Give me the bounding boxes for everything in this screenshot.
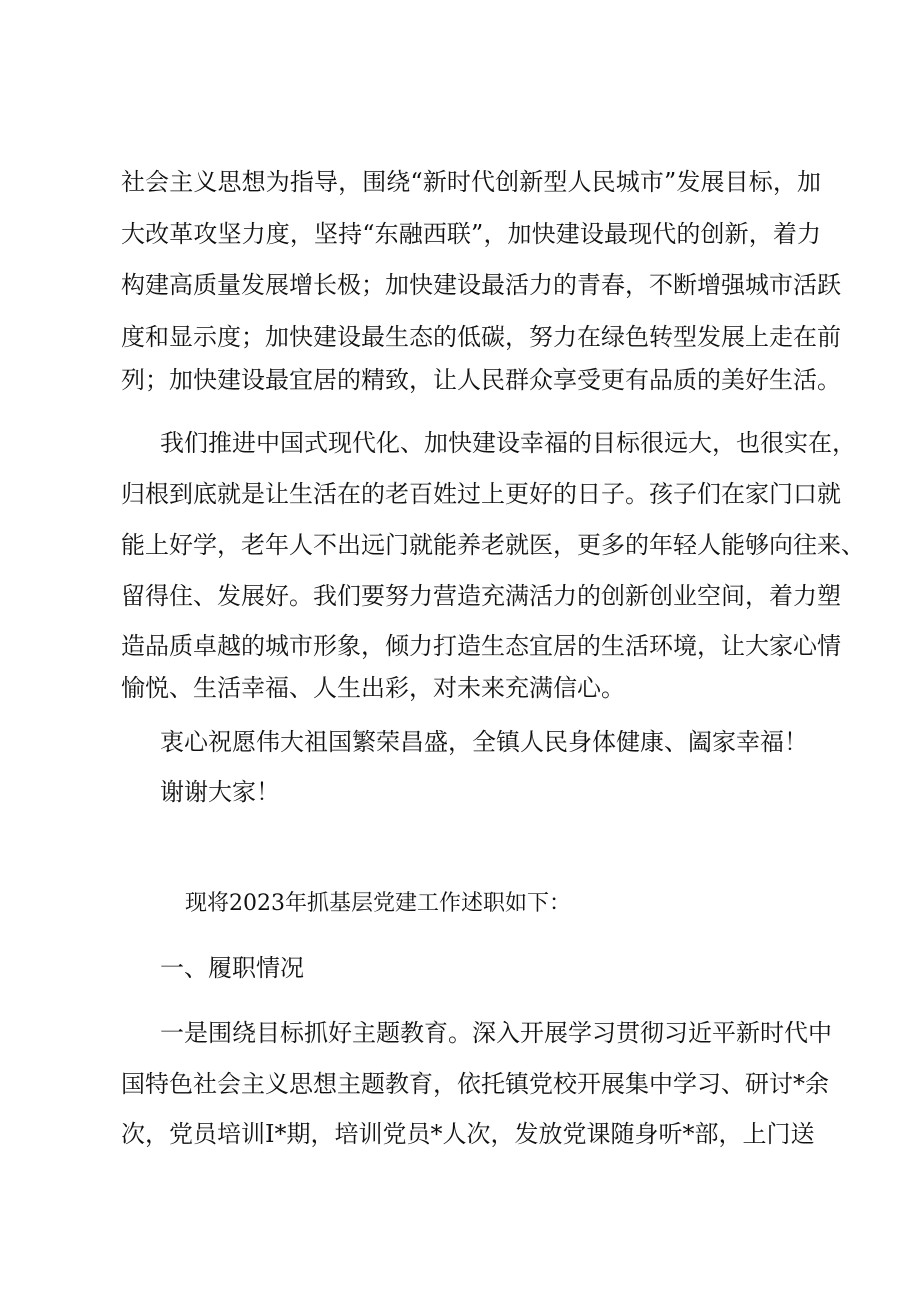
paragraph-line: 社会主义思想为指导，围绕“新时代创新型人民城市”发展目标，加 xyxy=(121,168,821,196)
paragraph-line: 次，党员培训I*期，培训党员*人次，发放党课随身听*部，上门送 xyxy=(121,1120,815,1148)
report-intro: 现将2023年抓基层党建工作述职如下： xyxy=(185,891,571,916)
paragraph-line: 度和显示度；加快建设最生态的低碳，努力在绿色转型发展上走在前 xyxy=(121,323,841,351)
paragraph-line: 一是围绕目标抓好主题教育。深入开展学习贯彻习近平新时代中 xyxy=(160,1019,832,1047)
paragraph-line: 构建高质量发展增长极；加快建设最活力的青春，不断增强城市活跃 xyxy=(121,271,841,299)
paragraph-line: 归根到底就是让生活在的老百姓过上更好的日子。孩子们在家门口就 xyxy=(121,480,841,508)
paragraph-line: 愉悦、生活幸福、人生出彩，对未来充满信心。 xyxy=(121,674,625,702)
paragraph-line: 留得住、发展好。我们要努力营造充满活力的创新创业空间，着力塑 xyxy=(121,582,841,610)
closing-wish: 衷心祝愿伟大祖国繁荣昌盛，全镇人民身体健康、阖家幸福！ xyxy=(160,728,808,756)
closing-thanks: 谢谢大家！ xyxy=(160,778,280,806)
section-heading: 一、履职情况 xyxy=(160,954,304,982)
paragraph-line: 能上好学，老年人不出远门就能养老就医，更多的年轻人能够向往来、 xyxy=(121,531,865,559)
paragraph-line: 列；加快建设最宜居的精致，让人民群众享受更有品质的美好生活。 xyxy=(121,366,841,394)
paragraph-line: 国特色社会主义思想主题教育，依托镇党校开展集中学习、研讨*余 xyxy=(121,1070,829,1098)
paragraph-line: 我们推进中国式现代化、加快建设幸福的目标很远大，也很实在， xyxy=(160,429,856,457)
paragraph-line: 造品质卓越的城市形象，倾力打造生态宜居的生活环境，让大家心情 xyxy=(121,632,841,660)
paragraph-line: 大改革攻坚力度，坚持“东融西联”，加快建设最现代的创新，着力 xyxy=(121,220,821,248)
